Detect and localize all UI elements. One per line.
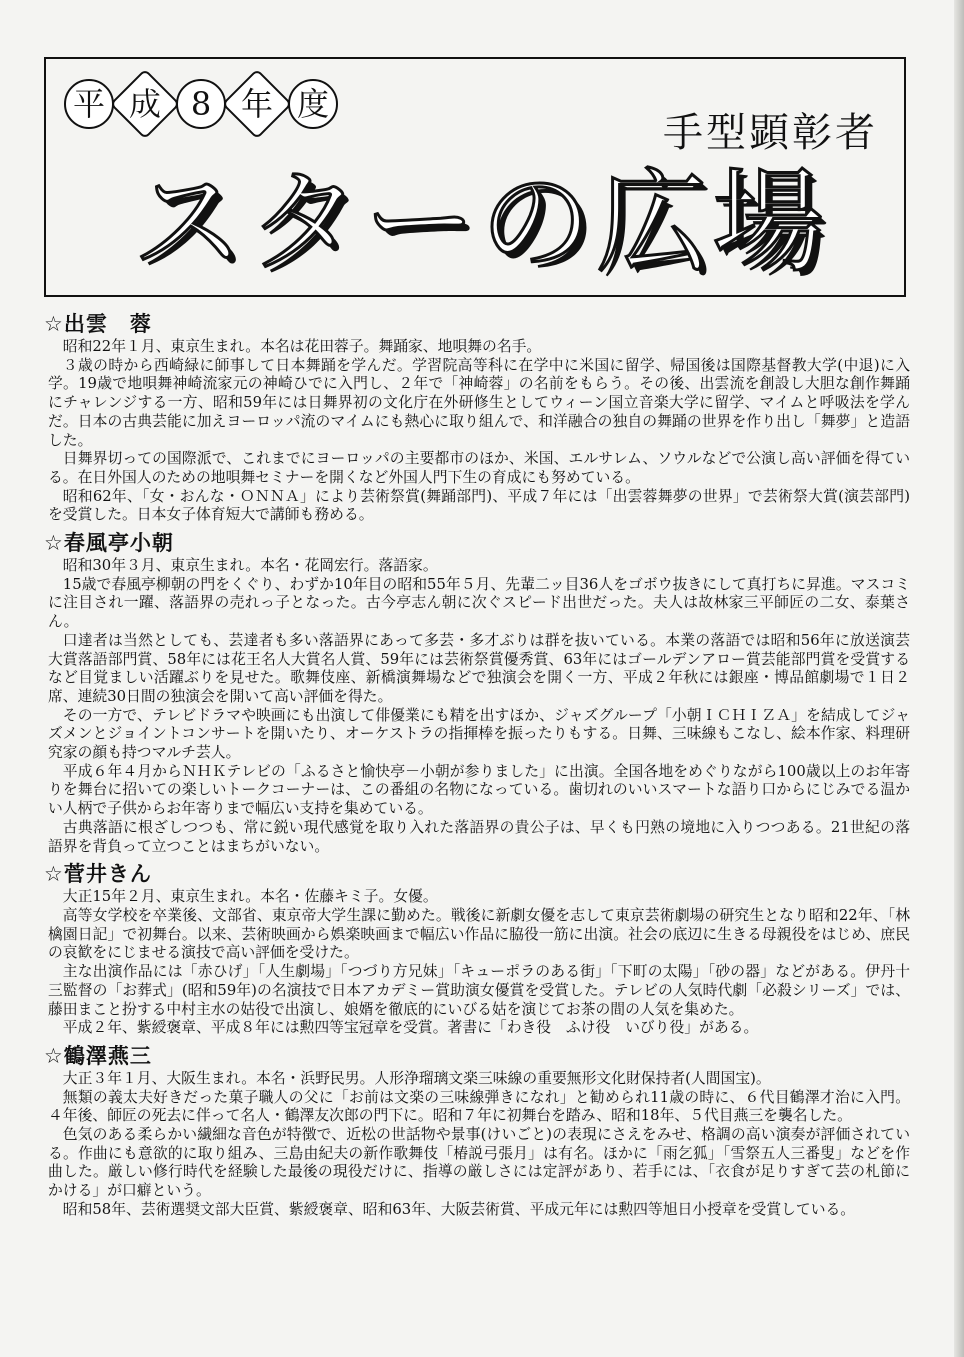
profile-section	[44, 862, 910, 1038]
year-char: 平	[64, 79, 114, 129]
page-title: スターの広場	[132, 158, 828, 288]
year-char: 成	[110, 69, 181, 140]
paragraph: 無類の義太夫好きだった菓子職人の父に「お前は文楽の三味線弾きになれ」と勧められ11歳の時に、６代目鶴澤才治に入門。４年後、師匠の死去に伴って名人・鶴澤友次郎の門下に。昭和７年に初舞台を踏み、昭和18年、５代目燕三を襲名した。	[48, 1088, 910, 1125]
paragraph: 昭和22年１月、東京生まれ。本名は花田蓉子。舞踊家、地唄舞の名手。	[62, 338, 542, 355]
paragraph: 平成２年、紫綬褒章、平成８年には勲四等宝冠章を受賞。著書に「わき役 ふけ役 いびり役」がある。	[62, 1019, 759, 1037]
paragraph: 高等女学校を卒業後、文部省、東京帝大学生課に勤めた。戦後に新劇女優を志して東京芸術劇場の研究生となり昭和22年、「林檎園日記」で初舞台。以来、芸術映画から娯楽映画まで幅広い作品に脇役一筋に出演。社会の底辺に生きる母親役をはじめ、庶民の哀歓をにじませる演技で高い評価を受けた。	[48, 906, 910, 962]
page-edge	[954, 0, 964, 1357]
paragraph: 15歳で春風亭柳朝の門をくぐり、わずか10年目の昭和55年５月、先輩二ッ目36人をゴボウ抜きにして真打ちに昇進。マスコミに注目され一躍、落語界の売れっ子となった。古今亭志ん朝に次ぐスピード出世だった。夫人は故林家三平師匠の二女、泰葉さん。	[48, 575, 910, 631]
year-badge	[64, 79, 344, 129]
header-box	[44, 57, 906, 297]
paragraph: 平成６年４月からＮＨＫテレビの「ふるさと愉快亭－小朝が参りました」に出演。全国各地をめぐりながら100歳以上のお年寄りを舞台に招いての楽しいトークコーナーは、この番組の名物になっている。歯切れのいいスマートな語り口からにじみでる温かい人柄で子供からお年寄りまで幅広い支持を集めている。	[48, 762, 910, 818]
profile-section	[44, 531, 910, 856]
paragraph: 昭和58年、芸術選奨文部大臣賞、紫綬褒章、昭和63年、大阪芸術賞、平成元年には勲四等旭日小授章を受賞している。	[62, 1200, 856, 1218]
paragraph: その一方で、テレビドラマや映画にも出演して俳優業にも精を出すほか、ジャズグループ「小朝ＩＣＨＩＺＡ」を結成してジャズメンとジョイントコンサートを開いたり、オーケストラの指揮棒を振ったりもする。日舞、三味線もこなし、絵本作家、料理研究家の顔も持つマルチ芸人。	[48, 706, 910, 762]
paragraph: 日舞界切っての国際派で、これまでにヨーロッパの主要都市のほか、米国、エルサレム、ソウルなどで公演し高い評価を得ている。在日外国人のための地唄舞セミナーを開くなど外国人門下生の育成にも努めている。	[48, 450, 910, 486]
section-title: ☆鶴澤燕三	[44, 1043, 152, 1068]
article-body	[44, 312, 910, 1226]
paragraph: 主な出演作品には「赤ひげ」「人生劇場」「つづり方兄妹」「キューポラのある街」「下町の太陽」「砂の器」などがある。伊丹十三監督の「お葬式」(昭和59年)の名演技で日本アカデミー賞助演女優賞を受賞した。テレビの人気時代劇「必殺シリーズ」では、藤田まこと扮する中村主水の姑役で出演し、娘婿を徹底的にいびる姑を演じてお茶の間の人気を集めた。	[48, 963, 910, 1018]
paragraph: 昭和30年３月、東京生まれ。本名・花岡宏行。落語家。	[62, 557, 438, 575]
paragraph: 古典落語に根ざしつつも、常に鋭い現代感覚を取り入れた落語界の貴公子は、早くも円熟の境地に入りつつある。21世紀の落語界を背負って立つことはまちがいない。	[48, 818, 910, 855]
subtitle: 手型顕彰者	[663, 110, 878, 156]
year-char: 8	[176, 79, 226, 129]
paragraph: 口達者は当然としても、芸達者も多い落語界にあって多芸・多才ぶりは群を抜いている。本業の落語では昭和56年に放送演芸大賞落語部門賞、58年には花王名人大賞名人賞、59年には芸術祭賞優秀賞、63年にはゴールデンアロー賞芸能部門賞を受賞するなど目覚ましい活躍ぶりを見せた。歌舞伎座、新橋演舞場などで独演会を開く一方、平成２年秋には銀座・博品館劇場で１日２席、連続30日間の独演会を開いて高い評価を得た。	[48, 631, 910, 705]
year-char: 年	[222, 69, 293, 140]
paragraph: ３歳の時から西崎緑に師事して日本舞踊を学んだ。学習院高等科に在学中に米国に留学、帰国後は国際基督教大学(中退)に入学。19歳で地唄舞神崎流家元の神崎ひでに入門し、２年で「神崎蓉」の名前をもらう。その後、出雲流を創設し大胆な創作舞踊にチャレンジする一方、昭和59年には日舞界初の文化庁在外研修生としてウィーン国立音楽大学に留学、マイムと呼吸法を学んだ。日本の古典芸能に加えヨーロッパ流のマイムにも熱心に取り組んで、和洋融合の独自の舞踊の世界を作り出し「舞夢」と造語した。	[48, 356, 910, 449]
profile-section	[44, 1043, 910, 1220]
paragraph: 大正15年２月、東京生まれ。本名・佐藤キミ子。女優。	[62, 888, 438, 906]
paragraph: 大正３年１月、大阪生まれ。本名・浜野民男。人形浄瑠璃文楽三味線の重要無形文化財保持者(人間国宝)。	[62, 1069, 771, 1087]
section-title: ☆出雲 蓉	[44, 312, 152, 336]
year-char: 度	[288, 79, 338, 129]
paragraph: 昭和62年、「女・おんな・ＯＮＮＡ」により芸術祭賞(舞踊部門)、平成７年には「出雲蓉舞夢の世界」で芸術祭大賞(演芸部門)を受賞した。日本女子体育短大で講師も務める。	[48, 487, 910, 524]
section-title: ☆春風亭小朝	[44, 531, 174, 556]
section-title: ☆菅井きん	[44, 862, 152, 887]
paragraph: 色気のある柔らかい繊細な音色が特徴で、近松の世話物や景事(けいごと)の表現にさえをみせ、格調の高い演奏が評価されている。作曲にも意欲的に取り組み、三島由紀夫の新作歌舞伎「椿説弓張月」は有名。ほかに「雨乞狐」「雪祭五人三番叟」などを作曲した。厳しい修行時代を経験した最後の現役だけに、指導の厳しさには定評があり、若手には、「衣食が足りすぎて芸の札節にかける」が口癖という。	[48, 1126, 910, 1200]
profile-section	[44, 312, 910, 525]
